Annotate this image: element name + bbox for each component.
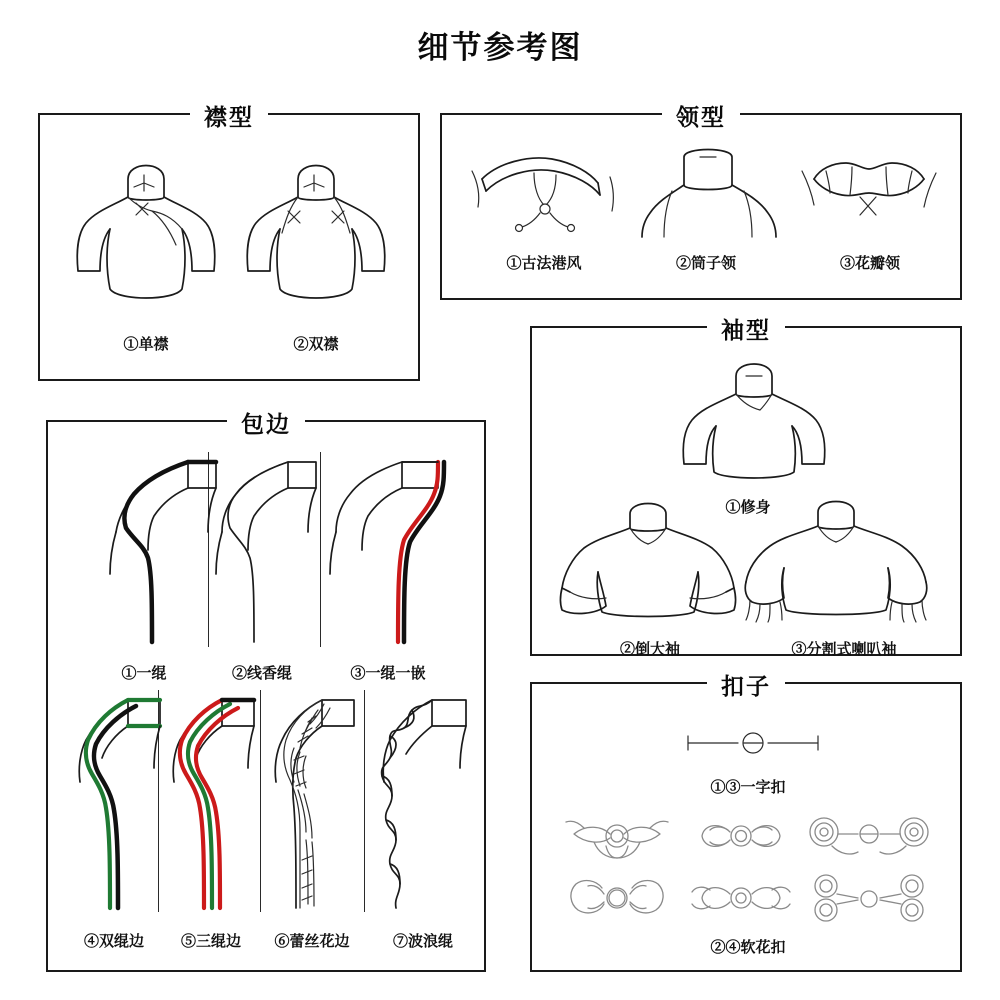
- edging-caption-7: ⑦波浪绲: [392, 933, 454, 950]
- edging-figure-sangun: [166, 690, 260, 912]
- collar-figure-gufa: [464, 139, 622, 239]
- lapel-figure-double: [236, 139, 396, 314]
- collar-caption-1: ①古法港风: [506, 255, 582, 272]
- edging-divider-2: [320, 452, 321, 647]
- edging-figure-xianxianggun: [214, 454, 320, 646]
- edging-figure-bolanggun: [372, 690, 478, 912]
- edging-figure-yigunyiqian: [326, 454, 450, 646]
- lapel-caption-2: ②双襟: [293, 336, 339, 353]
- edging-caption-1: ①一绲: [121, 665, 167, 682]
- edging-figure-yigun: [100, 454, 218, 646]
- edging-divider-5: [364, 690, 365, 912]
- panel-lapel: [38, 104, 420, 381]
- panel-edging: [46, 411, 486, 972]
- lapel-figure-single: [66, 139, 226, 314]
- edging-figure-shuanggun: [70, 690, 166, 912]
- panel-collar: [440, 104, 962, 300]
- sleeve-caption-1: ①修身: [725, 499, 771, 516]
- button-figure-soft-knots: [554, 812, 944, 927]
- edging-caption-6: ⑥蕾丝花边: [274, 933, 350, 950]
- panel-edging-title: 包边: [227, 406, 305, 439]
- sleeve-figure-slim: [668, 346, 836, 484]
- sleeve-figure-fenge: [736, 488, 936, 624]
- edging-caption-2: ②线香绲: [231, 665, 293, 682]
- edging-divider-4: [260, 690, 261, 912]
- sleeve-caption-3: ③分割式喇叭袖: [791, 641, 897, 658]
- page-title: 细节参考图: [417, 30, 583, 65]
- collar-figure-tongzi: [628, 133, 786, 241]
- edging-caption-5: ⑤三绲边: [180, 933, 242, 950]
- button-figure-bar: [668, 726, 838, 760]
- sleeve-figure-daoda: [554, 488, 740, 624]
- panel-collar-title: 领型: [662, 99, 740, 132]
- collar-caption-2: ②筒子领: [675, 255, 737, 272]
- panel-lapel-title: 襟型: [190, 99, 268, 132]
- sleeve-caption-2: ②倒大袖: [619, 641, 681, 658]
- panel-sleeve: [530, 317, 962, 658]
- lapel-caption-1: ①单襟: [123, 336, 169, 353]
- panel-sleeve-title: 袖型: [707, 312, 785, 345]
- panel-button-title: 扣子: [707, 668, 785, 701]
- edging-caption-4: ④双绲边: [83, 933, 145, 950]
- edging-caption-3: ③一绲一嵌: [350, 665, 426, 682]
- button-caption-2: ②④软花扣: [710, 939, 786, 956]
- button-caption-1: ①③一字扣: [710, 779, 786, 796]
- collar-caption-3: ③花瓣领: [839, 255, 901, 272]
- panel-button: [530, 673, 962, 972]
- collar-figure-huaban: [794, 143, 944, 239]
- edging-figure-leisi: [268, 690, 362, 912]
